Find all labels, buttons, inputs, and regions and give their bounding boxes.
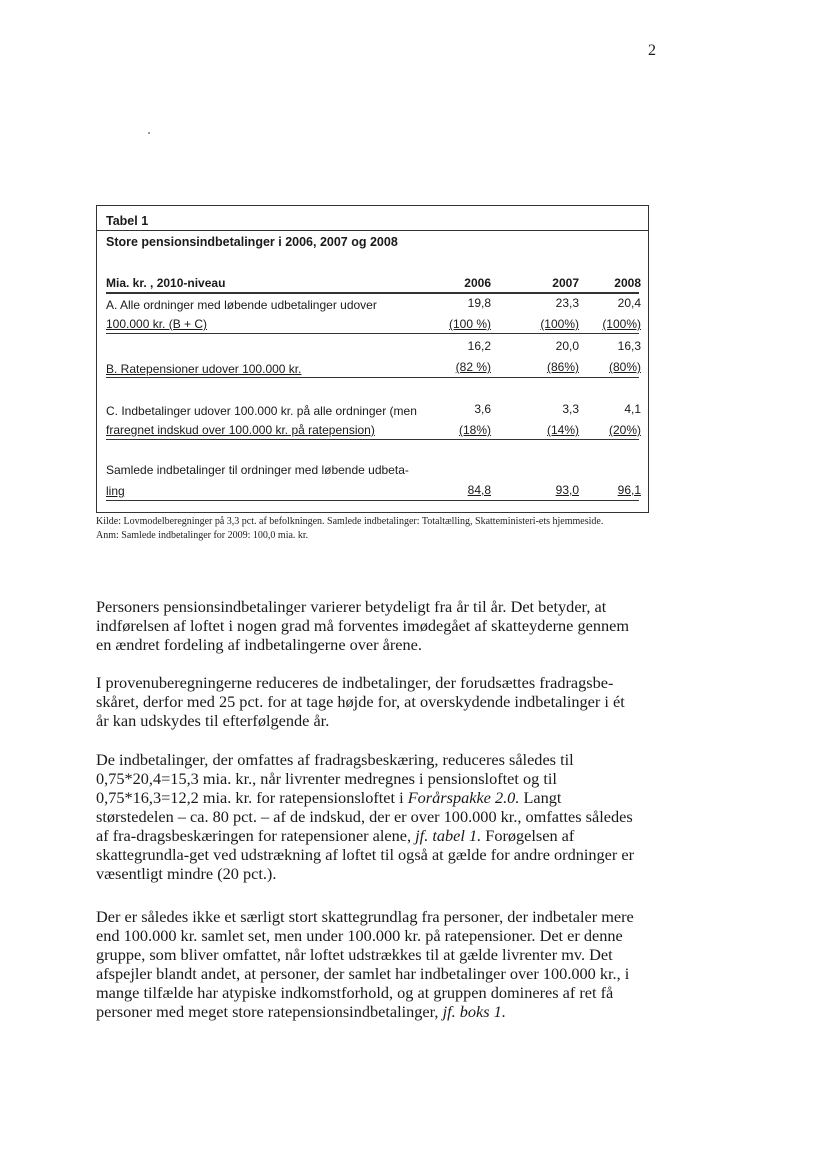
- row-b-value-2008: 16,3: [617, 339, 641, 353]
- total-label-1: Samlede indbetalinger til ordninger med løbende udbeta-: [106, 463, 409, 477]
- page-number: 2: [648, 42, 656, 59]
- paragraph-3: [96, 750, 636, 883]
- row-a-value-2006: 19,8: [467, 296, 491, 310]
- row-c-share-2006: (18%): [458, 423, 491, 437]
- paragraph-3-text: De indbetalinger, der omfattes af fradragsbeskæring, reduceres således til 0,75*20,4=15,3 mia. kr., når livrenter medregnes i pensionsloftet og til 0,75*16,3=12,2 mia. kr. for ratepensionsloftet i: [96, 750, 574, 807]
- paragraph-3-text: Langt størstedelen – ca. 80 pct. – af de indskud, der er over 100.000 kr., omfattes således af fra-dragsbeskæringen for ratepensioner alene,: [96, 788, 633, 845]
- table-1: [96, 205, 649, 513]
- row-a-label-1: A. Alle ordninger med løbende udbetalinger udover: [106, 298, 377, 312]
- total-value-2008: 96,1: [617, 483, 641, 497]
- row-a-share-2007: (100%): [540, 317, 579, 331]
- row-a-share-2006: (100 %): [448, 317, 491, 331]
- row-b-label: B. Ratepensioner udover 100.000 kr.: [106, 362, 302, 376]
- row-rule: [106, 377, 639, 378]
- table-subtitle: Store pensionsindbetalinger i 2006, 2007 og 2008: [106, 235, 398, 249]
- row-rule: [106, 500, 639, 501]
- row-b-share-2007: (86%): [546, 360, 579, 374]
- total-value-2007: 93,0: [555, 483, 579, 497]
- row-c-share-2008: (20%): [608, 423, 641, 437]
- table-unit-label: Mia. kr. , 2010-niveau: [106, 276, 226, 290]
- reference-boks-1: jf. boks 1.: [442, 1002, 506, 1021]
- paragraph-4-text: Der er således ikke et særligt stort skattegrundlag fra personer, der indbetaler mere end 100.000 kr. samlet set, men under 100.000 kr. på ratepensioner. Det er denne gruppe, som bliver omfattet, når loftet udstrækkes til at gælde livrenter mv. Det afspejler blandt andet, at personer, der samlet har indbetalinger over 100.000 kr., i mange tilfælde har atypiske indkomstforhold, og at gruppen domineres af ret få personer med meget store ratepensionsindbetalinger,: [96, 907, 634, 1021]
- row-c-value-2006: 3,6: [474, 402, 491, 416]
- header-rule: [106, 292, 639, 294]
- table-remark: Anm: Samlede indbetalinger for 2009: 100,0 mia. kr.: [96, 530, 309, 541]
- row-c-label-2: fraregnet indskud over 100.000 kr. på ratepension): [106, 423, 375, 437]
- row-a-value-2007: 23,3: [555, 296, 579, 310]
- total-label-2: ling: [106, 484, 125, 498]
- row-c-label-1: C. Indbetalinger udover 100.000 kr. på alle ordninger (men: [106, 404, 417, 418]
- row-b-share-2006: (82 %): [455, 360, 491, 374]
- row-rule: [106, 333, 639, 334]
- row-c-value-2008: 4,1: [624, 402, 641, 416]
- total-value-2006: 84,8: [467, 483, 491, 497]
- paragraph-1: Personers pensionsindbetalinger varierer betydeligt fra år til år. Det betyder, at indførelsen af loftet i nogen grad må forventes imødegået af skatteyderne gennem en ændret fordeling af indbetalingerne over årene.: [96, 597, 630, 654]
- row-c-value-2007: 3,3: [562, 402, 579, 416]
- row-c-share-2007: (14%): [546, 423, 579, 437]
- scan-speck: [148, 132, 150, 134]
- table-source: Kilde: Lovmodelberegninger på 3,3 pct. af befolkningen. Samlede indbetalinger: Totaltælling, Skatteministeri-ets hjemmeside.: [96, 516, 604, 527]
- table-notes: [96, 515, 656, 543]
- year-header-2008: 2008: [614, 276, 641, 290]
- row-b-value-2006: 16,2: [467, 339, 491, 353]
- table-title: Tabel 1: [106, 214, 149, 228]
- year-header-2007: 2007: [552, 276, 579, 290]
- reference-forarspakke: Forårspakke 2.0.: [407, 788, 520, 807]
- row-b-share-2008: (80%): [608, 360, 641, 374]
- row-a-value-2008: 20,4: [617, 296, 641, 310]
- paragraph-2: I provenuberegningerne reduceres de indbetalinger, der forudsættes fradragsbe-skåret, derfor med 25 pct. for at tage højde for, at overskydende indbetalinger i ét år kan udskydes til efterfølgende år.: [96, 673, 625, 730]
- row-a-label-2: 100.000 kr. (B + C): [106, 317, 208, 331]
- row-a-share-2008: (100%): [602, 317, 641, 331]
- row-b-value-2007: 20,0: [555, 339, 579, 353]
- row-rule: [106, 439, 639, 440]
- paragraph-3-text: Forøgelsen af skattegrundla-get ved udstrækning af loftet til også at gælde for andre ordninger er væsentligt mindre (20 pct.).: [96, 826, 635, 883]
- paragraph-4: [96, 907, 636, 1021]
- table-rule: [97, 230, 648, 231]
- year-header-2006: 2006: [464, 276, 491, 290]
- reference-tabel-1: jf. tabel 1.: [415, 826, 482, 845]
